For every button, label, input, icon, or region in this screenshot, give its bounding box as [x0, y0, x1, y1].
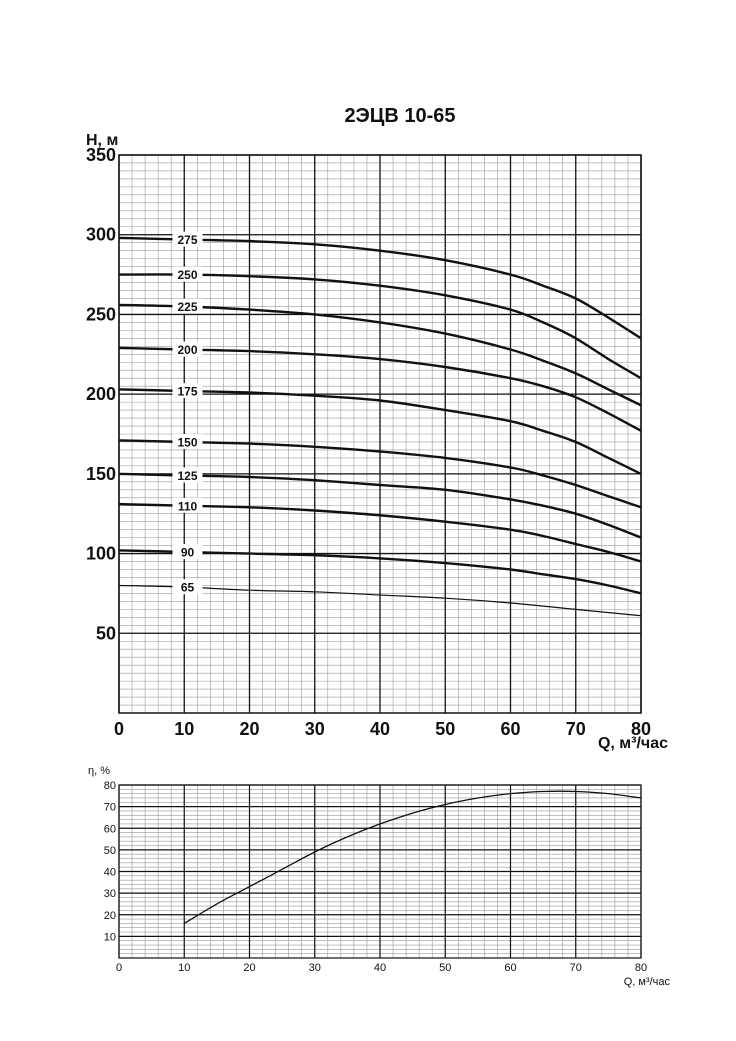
efficiency-x-ticks — [116, 962, 647, 974]
y-tick-label: 200 — [85, 384, 116, 405]
y-tick-label: 350 — [85, 145, 116, 165]
x-tick-label: 80 — [630, 719, 652, 739]
x-tick-label: 30 — [304, 719, 325, 739]
efficiency-x-axis-label: Q, м³/час — [623, 976, 670, 988]
head-x-ticks — [114, 719, 651, 739]
efficiency-y-ticks — [104, 780, 116, 943]
x-tick-label: 0 — [113, 719, 125, 739]
x-tick-label: 40 — [373, 962, 387, 974]
x-tick-label: 30 — [308, 962, 321, 974]
x-tick-label: 70 — [565, 719, 586, 739]
curve-label-125: 125 — [177, 469, 198, 484]
curve-label-150: 150 — [177, 435, 198, 450]
y-tick-label: 250 — [85, 304, 116, 325]
efficiency-chart — [88, 765, 670, 988]
y-tick-label: 100 — [85, 543, 116, 564]
chart-title: 2ЭЦВ 10-65 — [344, 105, 456, 127]
x-tick-label: 60 — [504, 962, 517, 974]
x-tick-label: 10 — [174, 719, 195, 739]
y-tick-label: 40 — [103, 866, 116, 879]
curve-label-90: 90 — [180, 545, 195, 560]
x-tick-label: 70 — [569, 962, 582, 974]
x-tick-label: 50 — [435, 719, 456, 739]
curve-label-200: 200 — [177, 343, 198, 358]
head-y-ticks — [86, 145, 116, 643]
y-tick-label: 80 — [103, 780, 116, 792]
y-tick-label: 60 — [103, 823, 116, 836]
head-y-axis-label: H, м — [86, 132, 119, 149]
x-tick-label: 80 — [634, 962, 648, 974]
x-tick-label: 50 — [439, 962, 452, 974]
x-tick-label: 20 — [239, 719, 260, 739]
y-tick-label: 30 — [103, 888, 116, 901]
y-tick-label: 50 — [95, 623, 116, 644]
curve-label-110: 110 — [177, 499, 198, 514]
y-tick-label: 20 — [103, 909, 116, 922]
x-tick-label: 10 — [178, 962, 191, 974]
curve-label-275: 275 — [177, 233, 198, 248]
head-chart — [86, 132, 668, 752]
y-tick-label: 300 — [85, 224, 116, 245]
curve-label-250: 250 — [177, 268, 198, 283]
curve-label-175: 175 — [177, 384, 198, 399]
curve-label-225: 225 — [177, 300, 198, 315]
x-tick-label: 40 — [369, 719, 391, 739]
efficiency-y-axis-label: η, % — [88, 765, 111, 777]
x-tick-label: 0 — [115, 962, 123, 974]
x-tick-label: 20 — [243, 962, 256, 974]
head-x-axis-label: Q, м³/час — [597, 735, 668, 752]
y-tick-label: 50 — [103, 844, 116, 857]
y-tick-label: 70 — [103, 801, 116, 814]
x-tick-label: 60 — [500, 719, 521, 739]
y-tick-label: 150 — [85, 463, 116, 484]
y-tick-label: 10 — [103, 931, 116, 944]
curve-label-65: 65 — [180, 580, 195, 595]
